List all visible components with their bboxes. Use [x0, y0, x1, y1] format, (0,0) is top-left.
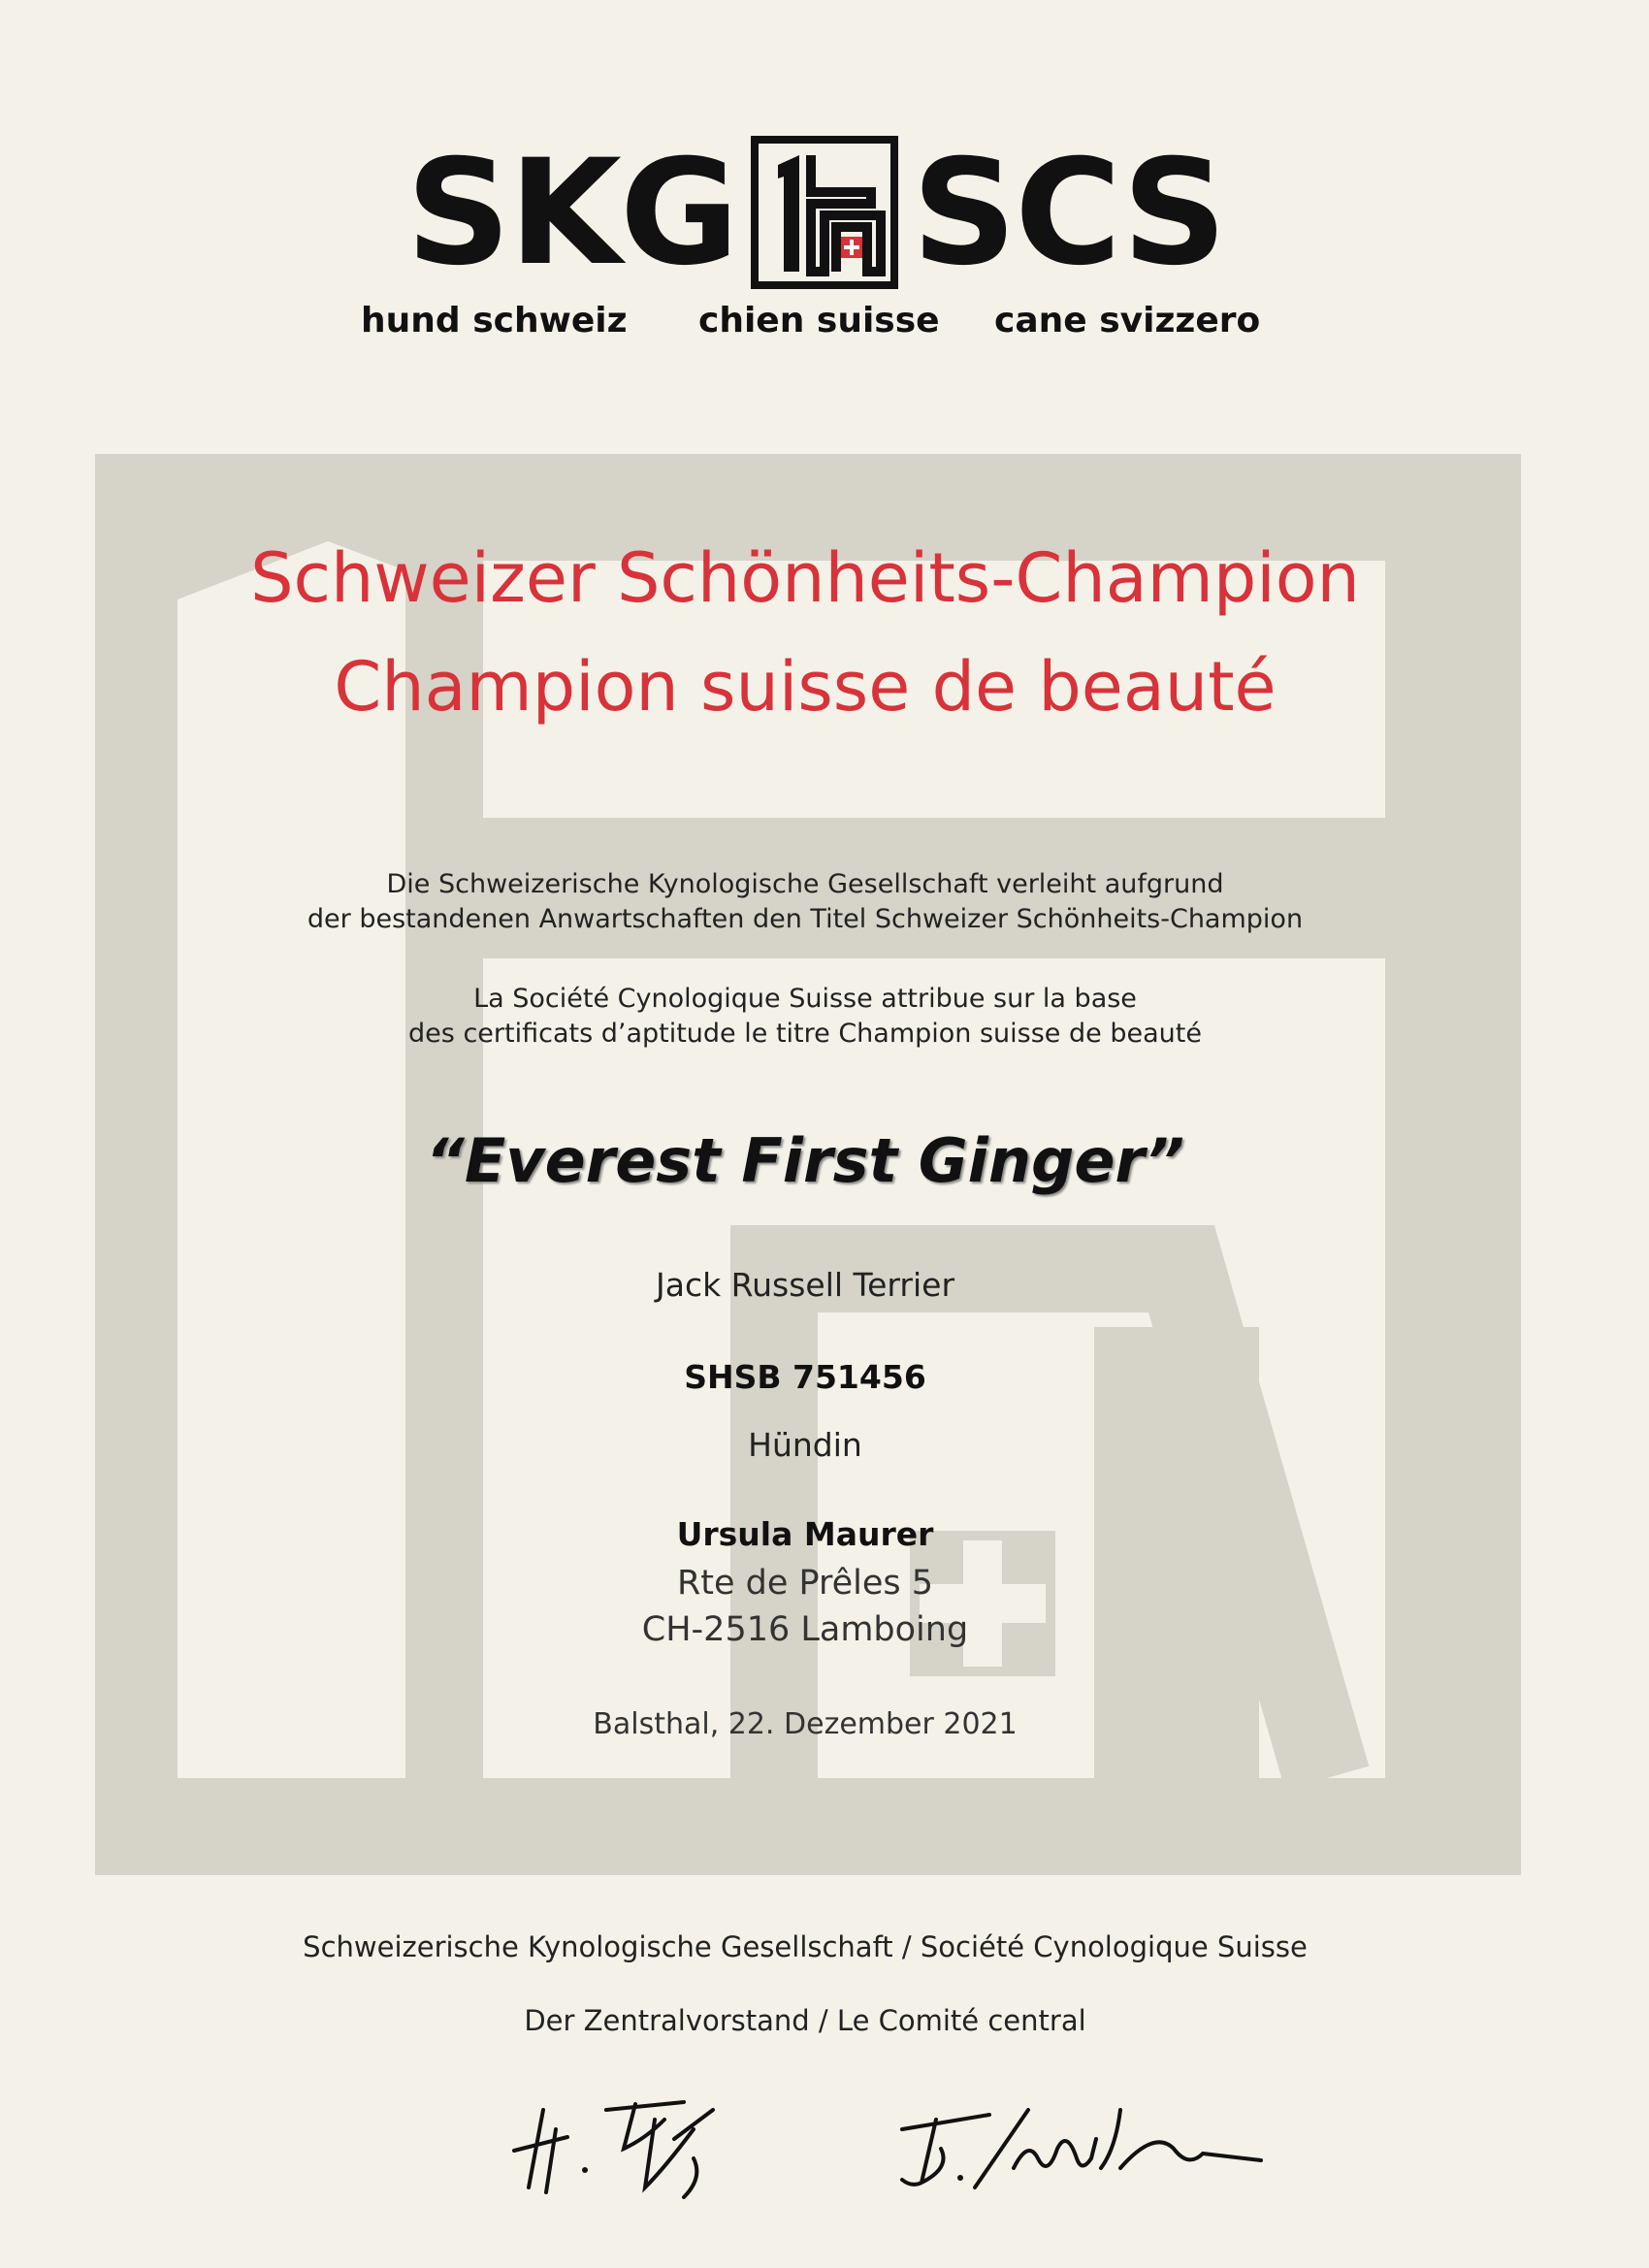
text-german: [0, 867, 1610, 937]
text-french-line-1: La Société Cynologique Suisse attribue sur la base: [473, 984, 1137, 1014]
dog-name: “Everest First Ginger”: [425, 1125, 1185, 1196]
dog-breed: Jack Russell Terrier: [655, 1266, 955, 1304]
tagline-italian: cane svizzero: [994, 301, 1261, 340]
owner-name: Ursula Maurer: [676, 1515, 934, 1553]
tagline-german: hund schweiz: [361, 301, 628, 340]
logo-scs-text: SCS: [912, 129, 1225, 298]
footer-organisation: Schweizerische Kynologische Gesellschaft / Société Cynologique Suisse: [303, 1930, 1308, 1963]
signature-right: [883, 2090, 1271, 2207]
text-german-line-1: Die Schweizerische Kynologische Gesellschaft verleiht aufgrund: [386, 869, 1224, 899]
dog-registration: SHSB 751456: [684, 1358, 926, 1396]
owner-street: Rte de Prêles 5: [676, 1564, 934, 1603]
tagline-french: chien suisse: [698, 301, 940, 340]
title-french: Champion suisse de beauté: [334, 647, 1277, 727]
title-german: Schweizer Schönheits-Champion: [250, 538, 1360, 618]
logo-skg-text: SKG: [405, 129, 737, 298]
text-french-line-2: des certificats d’aptitude le titre Champion suisse de beauté: [408, 1019, 1202, 1049]
dog-sex: Hündin: [748, 1426, 862, 1464]
signature-left: [500, 2081, 761, 2207]
footer-board: Der Zentralvorstand / Le Comité central: [524, 2004, 1086, 2037]
owner-city: CH-2516 Lamboing: [641, 1610, 969, 1649]
text-german-line-2: der bestandenen Anwartschaften den Titel Schweizer Schönheits-Champion: [307, 904, 1304, 934]
text-french: [0, 982, 1610, 1052]
place-date: Balsthal, 22. Dezember 2021: [593, 1707, 1018, 1741]
